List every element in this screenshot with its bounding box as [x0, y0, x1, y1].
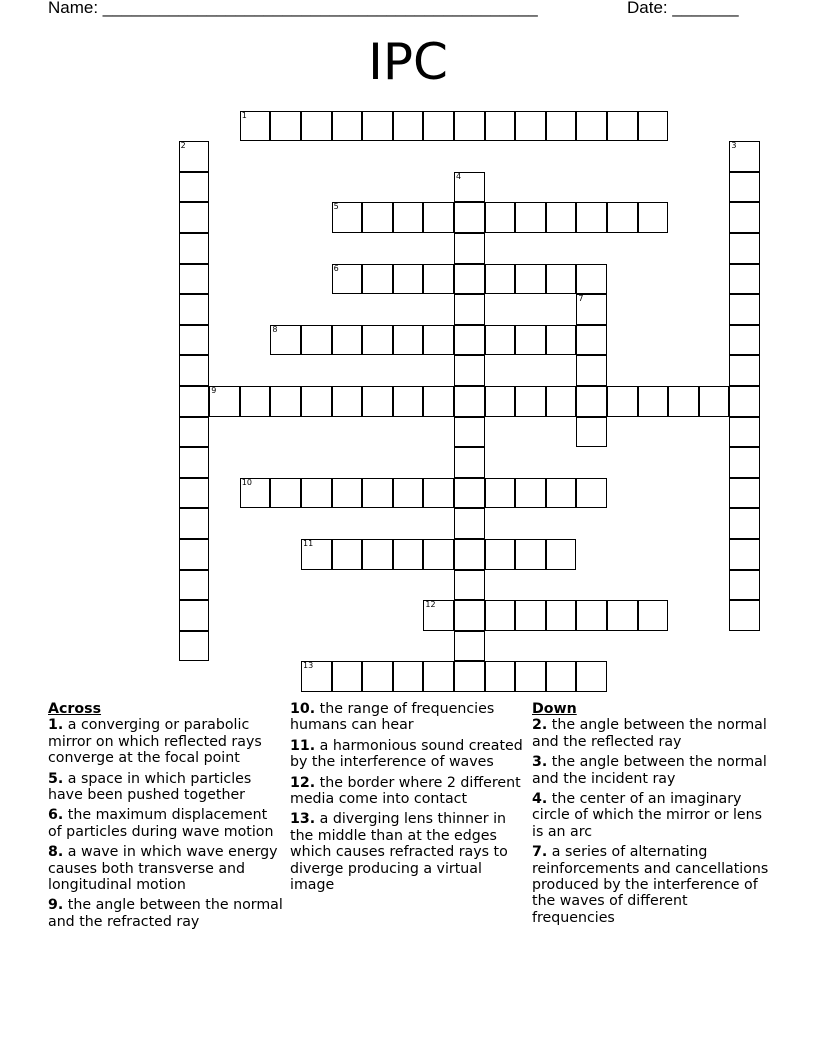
grid-cell[interactable]: [179, 508, 210, 539]
grid-cell[interactable]: [729, 202, 760, 233]
grid-cell[interactable]: [393, 478, 424, 509]
grid-cell[interactable]: [576, 661, 607, 692]
grid-cell[interactable]: [332, 478, 363, 509]
grid-cell[interactable]: [515, 264, 546, 295]
grid-cell[interactable]: [546, 325, 577, 356]
grid-cell[interactable]: [729, 478, 760, 509]
grid-cell[interactable]: [729, 447, 760, 478]
grid-cell[interactable]: [240, 111, 271, 142]
grid-cell[interactable]: [209, 386, 240, 417]
grid-cell[interactable]: [546, 264, 577, 295]
grid-cell[interactable]: [301, 325, 332, 356]
grid-cell[interactable]: [270, 386, 301, 417]
grid-cell[interactable]: [454, 417, 485, 448]
grid-cell[interactable]: [485, 325, 516, 356]
grid-cell[interactable]: [454, 661, 485, 692]
grid-cell[interactable]: [454, 202, 485, 233]
grid-cell[interactable]: [179, 539, 210, 570]
clue-number: 4: [456, 171, 462, 181]
grid-cell[interactable]: [454, 233, 485, 264]
grid-cell[interactable]: [179, 355, 210, 386]
grid-cell[interactable]: [301, 478, 332, 509]
grid-cell[interactable]: [485, 386, 516, 417]
grid-cell[interactable]: [638, 111, 669, 142]
grid-cell[interactable]: [362, 478, 393, 509]
grid-cell[interactable]: [576, 355, 607, 386]
grid-cell[interactable]: [454, 172, 485, 203]
grid-cell[interactable]: [179, 294, 210, 325]
grid-cell[interactable]: [332, 202, 363, 233]
grid-cell[interactable]: [515, 539, 546, 570]
grid-cell[interactable]: [454, 355, 485, 386]
down-heading: Down: [532, 701, 577, 717]
grid-cell[interactable]: [454, 600, 485, 631]
clue-down-3: 3. the angle between the normal and the incident ray: [532, 754, 767, 787]
grid-cell[interactable]: [576, 264, 607, 295]
grid-cell[interactable]: [485, 478, 516, 509]
grid-cell[interactable]: [179, 386, 210, 417]
grid-cell[interactable]: [332, 111, 363, 142]
grid-cell[interactable]: [576, 325, 607, 356]
clue-number: 11: [303, 539, 314, 548]
page-title: IPC: [368, 33, 448, 91]
grid-cell[interactable]: [729, 539, 760, 570]
grid-cell[interactable]: [362, 661, 393, 692]
grid-cell[interactable]: [179, 233, 210, 264]
grid-cell[interactable]: [393, 325, 424, 356]
grid-cell[interactable]: [576, 600, 607, 631]
clue-across-5: 5. a space in which particles have been pushed together: [48, 770, 252, 804]
grid-cell[interactable]: [546, 111, 577, 142]
grid-cell[interactable]: [485, 539, 516, 570]
grid-cell[interactable]: [515, 478, 546, 509]
grid-cell[interactable]: [179, 202, 210, 233]
clue-number: 12: [425, 600, 436, 610]
grid-cell[interactable]: [515, 661, 546, 692]
grid-cell[interactable]: [301, 111, 332, 142]
grid-cell[interactable]: [332, 539, 363, 570]
grid-cell[interactable]: [423, 661, 454, 692]
clue-column-2: [290, 701, 525, 897]
grid-cell[interactable]: [362, 325, 393, 356]
grid-cell[interactable]: [179, 478, 210, 509]
clue-down-4: 4. the center of an imaginary circle of which the mirror or lens is an arc: [532, 791, 763, 840]
grid-cell[interactable]: [485, 264, 516, 295]
grid-cell[interactable]: [729, 325, 760, 356]
grid-cell[interactable]: [454, 447, 485, 478]
grid-cell[interactable]: [362, 264, 393, 295]
grid-cell[interactable]: [576, 111, 607, 142]
clue-across-11: 11. a harmonious sound created by the interference of waves: [290, 737, 523, 771]
grid-cell[interactable]: [332, 386, 363, 417]
grid-cell[interactable]: [607, 111, 638, 142]
grid-cell[interactable]: [393, 661, 424, 692]
grid-cell[interactable]: [240, 478, 271, 509]
grid-cell[interactable]: [668, 386, 699, 417]
clue-down-7: 7. a series of alternating reinforcements and cancellations produced by the interference of the waves of different frequencies: [532, 844, 769, 926]
grid-cell[interactable]: [179, 141, 210, 172]
grid-cell[interactable]: [638, 386, 669, 417]
grid-cell[interactable]: [454, 478, 485, 509]
clue-number: 10: [241, 477, 252, 487]
grid-cell[interactable]: [454, 631, 485, 662]
grid-cell[interactable]: [393, 202, 424, 233]
grid-cell[interactable]: [179, 447, 210, 478]
grid-cell[interactable]: [485, 600, 516, 631]
grid-cell[interactable]: [454, 294, 485, 325]
clue-number: 5: [333, 202, 339, 212]
grid-cell[interactable]: [423, 539, 454, 570]
grid-cell[interactable]: [515, 325, 546, 356]
grid-cell[interactable]: [515, 600, 546, 631]
clue-across-12: 12. the border where 2 different media come into contact: [290, 774, 521, 808]
clue-number: 8: [272, 324, 278, 334]
grid-cell[interactable]: [362, 111, 393, 142]
grid-cell[interactable]: [607, 600, 638, 631]
clue-number: 1: [241, 110, 247, 120]
grid-cell[interactable]: [638, 600, 669, 631]
grid-cell[interactable]: [454, 386, 485, 417]
grid-cell[interactable]: [515, 111, 546, 142]
clue-across-13: 13. a diverging lens thinner in the middle than at the edges which causes refracted rays to diverge producing a virtual image: [290, 811, 508, 894]
grid-cell[interactable]: [638, 202, 669, 233]
grid-cell[interactable]: [393, 264, 424, 295]
grid-cell[interactable]: [179, 600, 210, 631]
grid-cell[interactable]: [423, 386, 454, 417]
grid-cell[interactable]: [332, 325, 363, 356]
grid-cell[interactable]: [362, 202, 393, 233]
grid-cell[interactable]: [729, 570, 760, 601]
grid-cell[interactable]: [423, 600, 454, 631]
grid-cell[interactable]: [423, 264, 454, 295]
grid-cell[interactable]: [179, 570, 210, 601]
clue-number: 9: [211, 386, 217, 395]
grid-cell[interactable]: [699, 386, 730, 417]
grid-cell[interactable]: [362, 539, 393, 570]
grid-cell[interactable]: [576, 478, 607, 509]
grid-cell[interactable]: [270, 325, 301, 356]
grid-cell[interactable]: [729, 355, 760, 386]
name-field: Name: ______________________________________________: [48, 0, 538, 17]
grid-cell[interactable]: [546, 539, 577, 570]
clue-number: 6: [333, 263, 339, 273]
clue-down-2: 2. the angle between the normal and the reflected ray: [532, 717, 767, 750]
clue-column-3: [532, 701, 772, 930]
clue-column-1: [48, 701, 283, 934]
grid-cell[interactable]: [423, 111, 454, 142]
grid-cell[interactable]: [454, 325, 485, 356]
clue-across-6: 6. the maximum displacement of particles during wave motion: [48, 807, 274, 840]
grid-cell[interactable]: [729, 172, 760, 203]
date-field: Date: _______: [627, 0, 739, 17]
grid-cell[interactable]: [576, 294, 607, 325]
grid-cell[interactable]: [454, 111, 485, 142]
grid-cell[interactable]: [729, 141, 760, 172]
grid-cell[interactable]: [546, 478, 577, 509]
clue-number: 7: [578, 294, 584, 304]
grid-cell[interactable]: [729, 294, 760, 325]
grid-cell[interactable]: [179, 631, 210, 662]
across-heading: Across: [48, 701, 102, 717]
grid-cell[interactable]: [393, 111, 424, 142]
grid-cell[interactable]: [454, 539, 485, 570]
grid-cell[interactable]: [729, 508, 760, 539]
grid-cell[interactable]: [546, 202, 577, 233]
grid-cell[interactable]: [546, 600, 577, 631]
clue-across-10: 10. the range of frequencies humans can hear: [290, 701, 495, 734]
clue-across-8: 8. a wave in which wave energy causes both transverse and longitudinal motion: [48, 844, 278, 894]
grid-cell[interactable]: [362, 386, 393, 417]
grid-cell[interactable]: [270, 478, 301, 509]
grid-cell[interactable]: [515, 386, 546, 417]
grid-cell[interactable]: [393, 539, 424, 570]
grid-cell[interactable]: [332, 264, 363, 295]
grid-cell[interactable]: [729, 233, 760, 264]
grid-cell[interactable]: [301, 539, 332, 570]
grid-cell[interactable]: [729, 264, 760, 295]
grid-cell[interactable]: [179, 325, 210, 356]
clue-number: 13: [303, 661, 314, 671]
grid-cell[interactable]: [179, 417, 210, 448]
grid-cell[interactable]: [607, 202, 638, 233]
grid-cell[interactable]: [301, 661, 332, 692]
grid-cell[interactable]: [332, 661, 363, 692]
grid-cell[interactable]: [393, 386, 424, 417]
clue-number: 3: [731, 141, 737, 151]
grid-cell[interactable]: [423, 325, 454, 356]
grid-cell[interactable]: [270, 111, 301, 142]
grid-cell[interactable]: [729, 600, 760, 631]
grid-cell[interactable]: [546, 386, 577, 417]
grid-cell[interactable]: [423, 202, 454, 233]
grid-cell[interactable]: [607, 386, 638, 417]
grid-cell[interactable]: [485, 111, 516, 142]
grid-cell[interactable]: [454, 508, 485, 539]
grid-cell[interactable]: [454, 264, 485, 295]
grid-cell[interactable]: [485, 202, 516, 233]
grid-cell[interactable]: [729, 386, 760, 417]
grid-cell[interactable]: [515, 202, 546, 233]
grid-cell[interactable]: [423, 478, 454, 509]
grid-cell[interactable]: [576, 386, 607, 417]
clue-across-1: 1. a converging or parabolic mirror on which reflected rays converge at the focal point: [48, 717, 262, 767]
grid-cell[interactable]: [179, 172, 210, 203]
grid-cell[interactable]: [485, 661, 516, 692]
clue-across-9: 9. the angle between the normal and the refracted ray: [48, 897, 283, 930]
grid-cell[interactable]: [240, 386, 271, 417]
grid-cell[interactable]: [301, 386, 332, 417]
clue-number: 2: [180, 141, 186, 151]
grid-cell[interactable]: [546, 661, 577, 692]
grid-cell[interactable]: [576, 417, 607, 448]
grid-cell[interactable]: [729, 417, 760, 448]
grid-cell[interactable]: [179, 264, 210, 295]
grid-cell[interactable]: [576, 202, 607, 233]
grid-cell[interactable]: [454, 570, 485, 601]
